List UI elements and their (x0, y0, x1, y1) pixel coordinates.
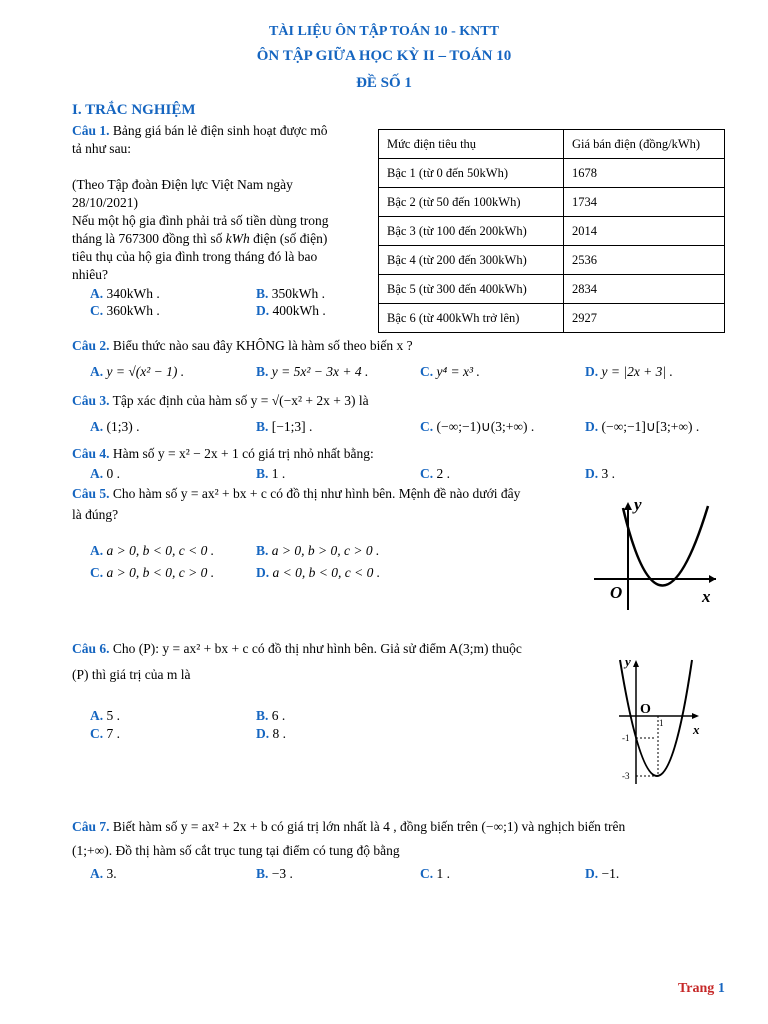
y-axis-label: y (634, 495, 642, 514)
question-text: Bảng giá bán lẻ điện sinh hoạt được mô (112, 123, 328, 138)
option-c: C. 2 . (420, 466, 450, 481)
question-label: Câu 5. (72, 486, 110, 501)
option-b: B. 1 . (256, 466, 286, 481)
option-d: D. −1. (585, 866, 620, 881)
question-text: Cho (P): y = ax² + bx + c có đồ thị như hình bên. Giả sử điểm A(3;m) thuộc (112, 641, 522, 656)
table-cell: Bậc 2 (từ 50 đến 100kWh) (379, 188, 564, 217)
electricity-price-table (378, 129, 725, 333)
table-cell: Bậc 1 (từ 0 đến 50kWh) (379, 159, 564, 188)
question-label: Câu 7. (72, 819, 110, 834)
table-header-row (379, 130, 725, 159)
question-text: 28/10/2021) (72, 195, 138, 210)
question-text: Biểu thức nào sau đây KHÔNG là hàm số theo biến x ? (112, 338, 413, 353)
x-axis-label: x (693, 722, 700, 737)
option-c: C. 7 . (90, 726, 120, 741)
option-a: A. 3. (90, 866, 117, 881)
question-text: (P) thì giá trị của m là (72, 667, 191, 682)
parabola-graph-q5 (590, 494, 720, 614)
parabola-graph-q6 (615, 650, 715, 785)
option-c: C. a > 0, b < 0, c > 0 . (90, 565, 215, 580)
doc-series-title: TÀI LIỆU ÔN TẬP TOÁN 10 - KNTT (269, 24, 499, 39)
option-b: B. [−1;3] . (256, 419, 313, 434)
question-text: kWh (225, 231, 250, 246)
table-header: Giá bán điện (đồng/kWh) (564, 130, 725, 159)
parabola-curve (620, 660, 692, 776)
option-d: D. a < 0, b < 0, c < 0 . (256, 565, 381, 580)
table-row (379, 304, 725, 333)
option-d: D. y = |2x + 3| . (585, 364, 673, 379)
section-title: I. TRẮC NGHIỆM (72, 102, 196, 118)
option-a: A. (1;3) . (90, 419, 140, 434)
option-a: A. 5 . (90, 708, 120, 723)
option-a: A. y = √(x² − 1) . (90, 364, 185, 379)
option-d: D. (−∞;−1]∪[3;+∞) . (585, 419, 700, 434)
question-label: Câu 4. (72, 446, 110, 461)
option-b: B. a > 0, b > 0, c > 0 . (256, 543, 380, 558)
table-cell: 2927 (564, 304, 725, 333)
question-text: Nếu một hộ gia đình phải trả số tiền dùng trong (72, 213, 329, 228)
question-text: nhiêu? (72, 267, 108, 282)
option-a: A. 0 . (90, 466, 120, 481)
question-text: Hàm số y = x² − 2x + 1 có giá trị nhỏ nhất bằng: (112, 446, 374, 461)
question-label: Câu 2. (72, 338, 110, 353)
tick-label-1: 1 (659, 718, 664, 728)
question-text: tiêu thụ của hộ gia đình trong tháng đó là bao (72, 249, 318, 264)
option-b: B. y = 5x² − 3x + 4 . (256, 364, 369, 379)
table-cell: Bậc 3 (từ 100 đến 200kWh) (379, 217, 564, 246)
option-b: B. −3 . (256, 866, 293, 881)
table-cell: 1678 (564, 159, 725, 188)
option-a: A. a > 0, b < 0, c < 0 . (90, 543, 215, 558)
origin-label: O (610, 583, 623, 602)
table-row (379, 275, 725, 304)
table-header: Mức điện tiêu thụ (379, 130, 564, 159)
table-cell: Bậc 4 (từ 200 đến 300kWh) (379, 246, 564, 275)
table-cell: Bậc 6 (từ 400kWh trở lên) (379, 304, 564, 333)
table-cell: 2536 (564, 246, 725, 275)
page-number: Trang 1 (678, 981, 725, 996)
question-text: Biết hàm số y = ax² + 2x + b có giá trị lớn nhất là 4 , đồng biến trên (−∞;1) và nghịch biến trên (112, 819, 626, 834)
option-d: D. 3 . (585, 466, 615, 481)
question-text: (Theo Tập đoàn Điện lực Việt Nam ngày (72, 177, 293, 192)
y-axis-label: y (625, 654, 631, 669)
option-d: D. 400kWh . (256, 303, 326, 318)
doc-subtitle: ĐỀ SỐ 1 (356, 75, 412, 91)
question-text: tháng là 767300 đồng thì số (72, 231, 223, 246)
table-cell: 1734 (564, 188, 725, 217)
option-b: B. 350kWh . (256, 286, 326, 301)
tick-label-minus-1: -1 (622, 733, 630, 743)
origin-label: O (640, 702, 651, 717)
question-label: Câu 3. (72, 393, 110, 408)
table-cell: 2014 (564, 217, 725, 246)
question-label: Câu 1. (72, 123, 110, 138)
question-text: (1;+∞). Đồ thị hàm số cắt trục tung tại điểm có tung độ bằng (72, 843, 400, 858)
doc-title: ÔN TẬP GIỮA HỌC KỲ II – TOÁN 10 (256, 48, 512, 64)
tick-label-minus-3: -3 (622, 771, 630, 781)
table-row (379, 188, 725, 217)
question-label: Câu 6. (72, 641, 110, 656)
table-row (379, 159, 725, 188)
option-c: C. (−∞;−1)∪(3;+∞) . (420, 419, 535, 434)
table-row (379, 217, 725, 246)
option-c: C. 360kWh . (90, 303, 160, 318)
question-text: tả như sau: (72, 141, 132, 156)
table-cell: 2834 (564, 275, 725, 304)
option-c: C. 1 . (420, 866, 450, 881)
option-c: C. y⁴ = x³ . (420, 364, 480, 379)
question-text: Cho hàm số y = ax² + bx + c có đồ thị như hình bên. Mệnh đề nào dưới đây (112, 486, 521, 501)
table-cell: Bậc 5 (từ 300 đến 400kWh) (379, 275, 564, 304)
question-text: Tập xác định của hàm số y = √(−x² + 2x + 3) là (112, 393, 369, 408)
x-axis-label: x (702, 587, 711, 606)
question-text: điện (số điện) (253, 231, 328, 246)
option-a: A. 340kWh . (90, 286, 160, 301)
option-d: D. 8 . (256, 726, 286, 741)
table-row (379, 246, 725, 275)
question-text: là đúng? (72, 507, 119, 522)
parabola-curve (623, 506, 708, 586)
option-b: B. 6 . (256, 708, 286, 723)
